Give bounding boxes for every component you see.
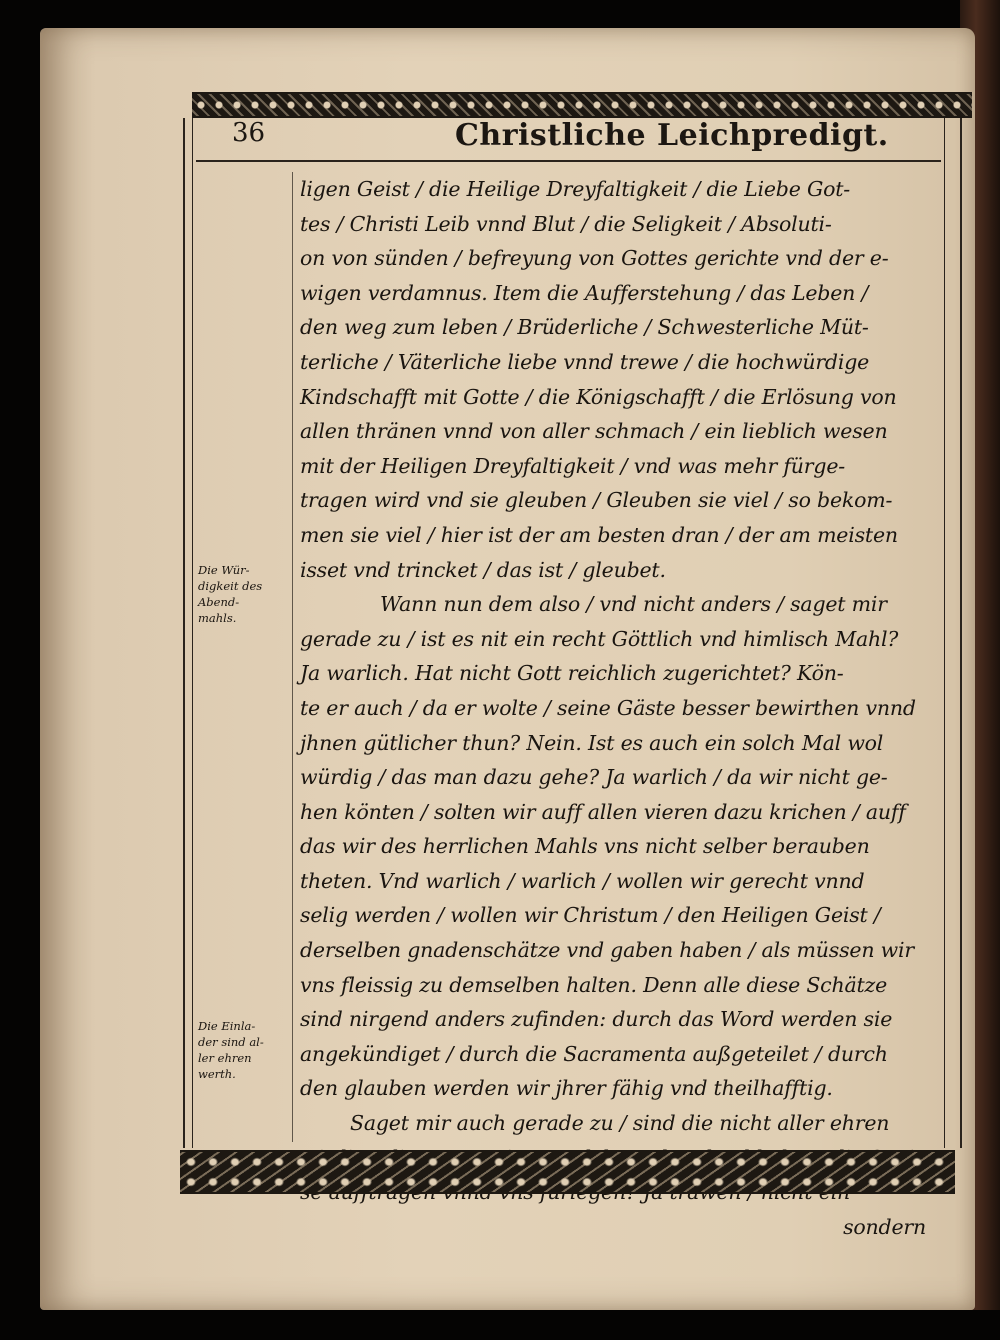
text-line: vns fleissig zu demselben halten. Denn alle diese Schätze — [300, 972, 888, 997]
marginal-note-line: mahls. — [198, 611, 237, 625]
text-line: gerade zu / ist es nit ein recht Göttlich vnd himlisch Mahl? — [300, 626, 899, 651]
text-line: hen könten / solten wir auff allen vieren dazu krichen / auff — [300, 799, 906, 824]
marginal-note-line: ler ehren — [198, 1051, 252, 1065]
text-line: das wir des herrlichen Mahls vns nicht selber berauben — [300, 834, 870, 859]
text-line: Ja warlich. Hat nicht Gott reichlich zugerichtet? Kön- — [300, 661, 844, 686]
text-line: selig werden / wollen wir Christum / den Heiligen Geist / — [300, 903, 881, 928]
text-line: tragen wird vnd sie gleuben / Gleuben sie viel / so bekom- — [300, 488, 893, 513]
marginal-note-einlader — [198, 1018, 290, 1082]
frame-line-left-outer — [183, 118, 185, 1148]
text-line: theten. Vnd warlich / warlich / wollen wir gerecht vnnd — [300, 868, 865, 893]
text-line: men sie viel / hier ist der am besten dran / der am meisten — [300, 522, 898, 547]
text-line: den glauben werden wir jhrer fähig vnd theilhafftig. — [300, 1076, 833, 1101]
text-line: ligen Geist / die Heilige Dreyfaltigkeit / die Liebe Got- — [300, 177, 851, 201]
frame-line-left-inner — [192, 118, 193, 1148]
text-line: sind nirgend anders zufinden: durch das Word werden sie — [300, 1007, 893, 1032]
marginal-note-line: digkeit des — [198, 579, 263, 593]
text-line: den weg zum leben / Brüderliche / Schwesterliche Müt- — [300, 315, 869, 340]
bottom-ornamental-border — [180, 1150, 955, 1194]
text-line: Kindschafft mit Gotte / die Königschafft / die Erlösung von — [300, 384, 897, 409]
text-line: te er auch / da er wolte / seine Gäste besser bewirthen vnnd — [300, 695, 916, 720]
frame-line-right-inner — [944, 118, 945, 1148]
frame-line-right-outer — [960, 118, 962, 1148]
text-line: würdig / das man dazu gehe? Ja warlich / da wir nicht ge- — [300, 765, 888, 790]
sermon-body-text — [300, 172, 940, 1244]
top-ornamental-border — [192, 92, 972, 118]
text-line: Saget mir auch gerade zu / sind die nicht aller ehren — [350, 1111, 890, 1136]
text-line: mit der Heiligen Dreyfaltigkeit / vnd was mehr fürge- — [300, 453, 845, 478]
marginal-note-line: werth. — [198, 1067, 236, 1081]
text-line: angekündiget / durch die Sacramenta außgeteilet / durch — [300, 1041, 888, 1066]
marginal-note-line: Die Einla- — [198, 1019, 256, 1033]
text-line: Wann nun dem also / vnd nicht anders / saget mir — [380, 592, 887, 617]
marginal-note-line: der sind al- — [198, 1035, 264, 1049]
catchword: sondern — [843, 1214, 926, 1239]
page-number: 36 — [232, 118, 266, 148]
marginal-note-line: Abend- — [198, 595, 240, 609]
running-head: Christliche Leichpredigt. — [455, 118, 889, 153]
header-rule — [196, 160, 941, 162]
text-line: allen thränen vnnd von aller schmach / ein lieblich wesen — [300, 419, 888, 444]
marginal-note-line: Die Wür- — [198, 563, 250, 577]
text-line: terliche / Väterliche liebe vnnd trewe / die hochwürdige — [300, 349, 870, 374]
text-line: derselben gnadenschätze vnd gaben haben / als müssen wir — [300, 938, 914, 963]
text-line: wigen verdamnus. Item die Aufferstehung / das Leben / — [300, 280, 869, 305]
text-column-rule — [292, 172, 293, 1142]
text-line: jhnen gütlicher thun? Nein. Ist es auch ein solch Mal wol — [300, 730, 884, 755]
text-line: tes / Christi Leib vnnd Blut / die Seligkeit / Absoluti- — [300, 211, 832, 236]
marginal-note-abendmahl — [198, 562, 290, 626]
text-line: isset vnd trincket / das ist / gleubet. — [300, 557, 666, 582]
text-line: on von sünden / befreyung von Gottes gerichte vnd der e- — [300, 246, 889, 271]
